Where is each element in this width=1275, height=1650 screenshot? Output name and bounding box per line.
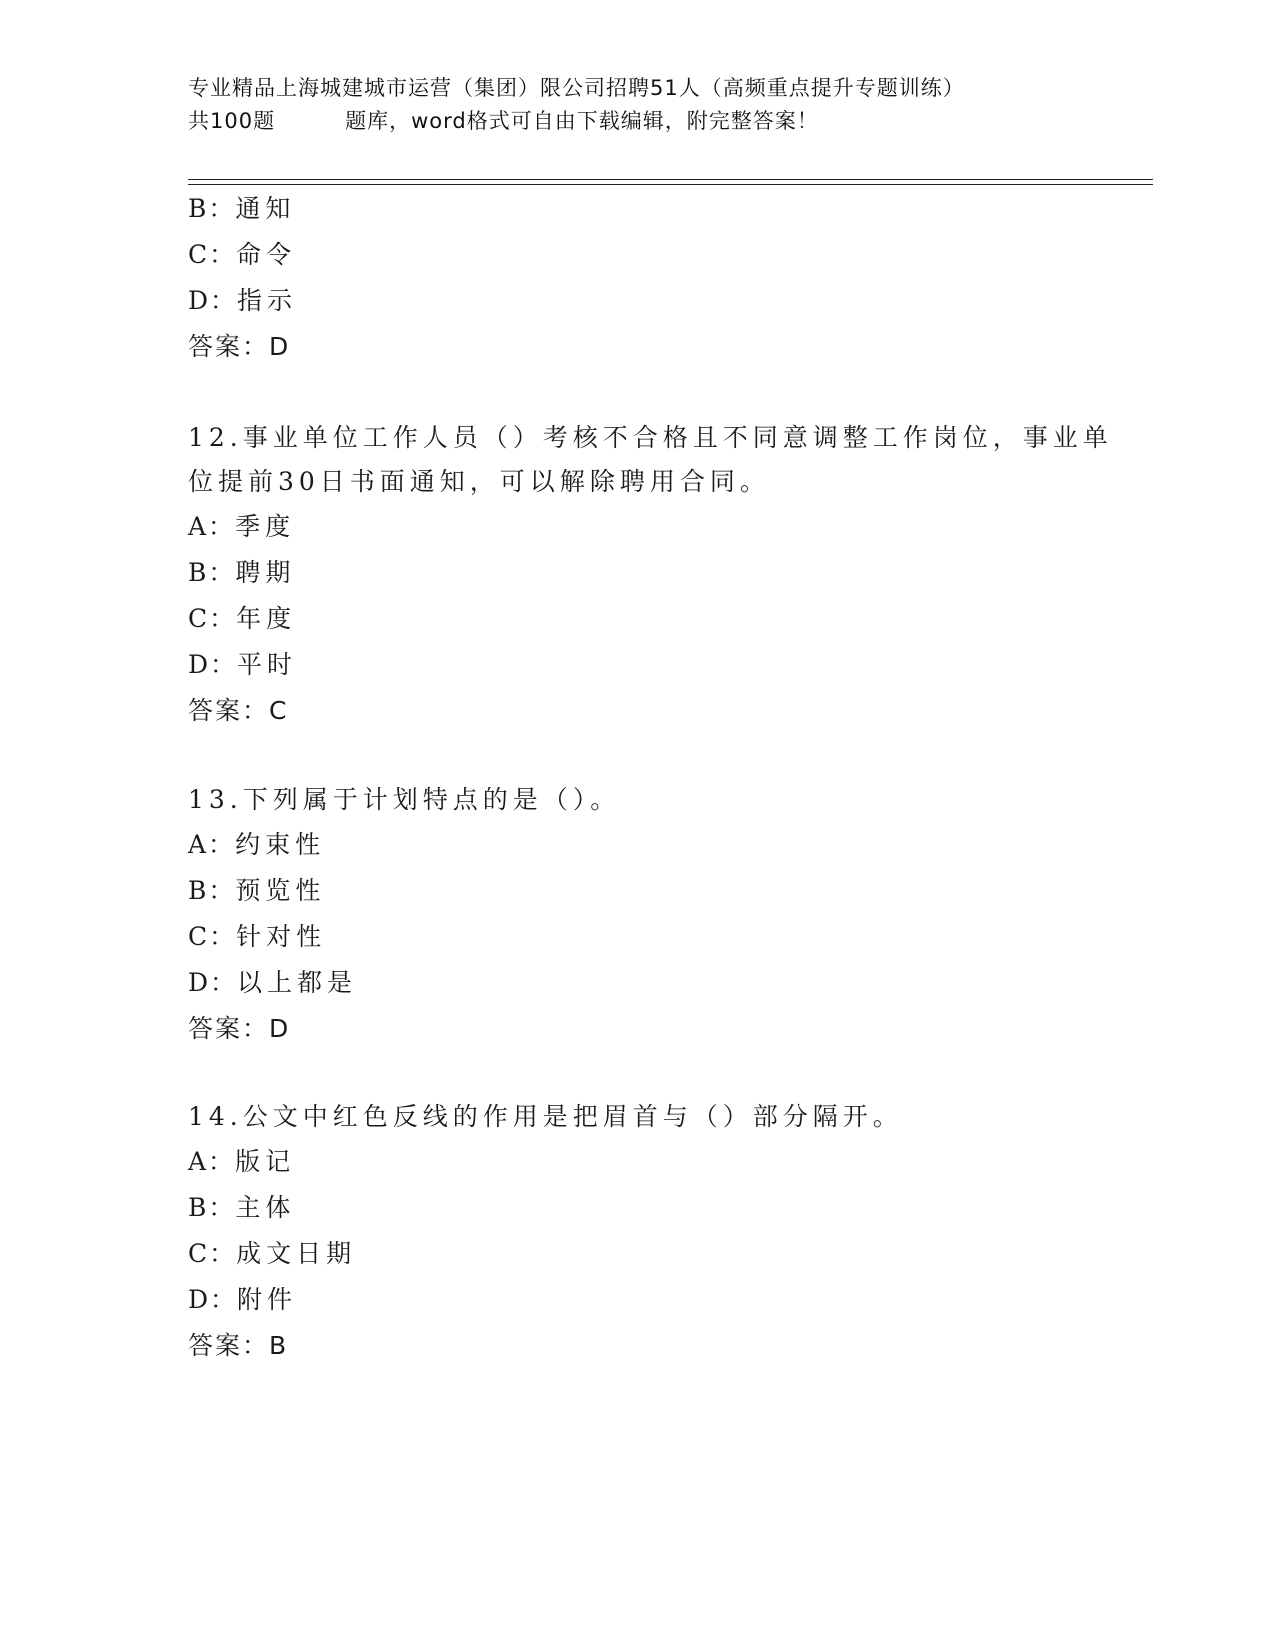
question-12 bbox=[188, 416, 1113, 734]
option-c: C：年度 bbox=[188, 604, 297, 633]
question-11-partial bbox=[188, 186, 1088, 370]
header-title-line2 bbox=[188, 105, 1168, 138]
question-stem-line: 位提前30日书面通知，可以解除聘用合同。 bbox=[188, 467, 770, 496]
question-14 bbox=[188, 1095, 1088, 1369]
option-b: B：预览性 bbox=[188, 876, 326, 905]
option-a: A：约束性 bbox=[188, 830, 326, 859]
option-d: D：指示 bbox=[188, 286, 298, 315]
header-question-count: 共100题 bbox=[188, 109, 276, 133]
question-13 bbox=[188, 778, 1088, 1052]
answer-line: 答案：B bbox=[188, 1331, 289, 1360]
answer-line: 答案：C bbox=[188, 696, 289, 725]
option-c: C：命令 bbox=[188, 240, 297, 269]
option-d: D：附件 bbox=[188, 1285, 298, 1314]
page-header bbox=[188, 72, 1168, 138]
header-title-line1: 专业精品上海城建城市运营（集团）限公司招聘51人（高频重点提升专题训练） bbox=[188, 76, 965, 100]
option-a: A：版记 bbox=[188, 1147, 296, 1176]
answer-line: 答案：D bbox=[188, 1014, 291, 1043]
option-b: B：通知 bbox=[188, 194, 296, 223]
option-a: A：季度 bbox=[188, 512, 296, 541]
question-stem-line: 14.公文中红色反线的作用是把眉首与（）部分隔开。 bbox=[188, 1102, 903, 1131]
option-d: D：平时 bbox=[188, 650, 298, 679]
answer-line: 答案：D bbox=[188, 332, 291, 361]
option-b: B：主体 bbox=[188, 1193, 296, 1222]
header-description: 题库，word格式可自由下载编辑，附完整答案！ bbox=[345, 109, 819, 133]
option-c: C：针对性 bbox=[188, 922, 327, 951]
header-divider-bottom bbox=[188, 184, 1153, 185]
question-stem-line: 12.事业单位工作人员（）考核不合格且不同意调整工作岗位，事业单 bbox=[188, 423, 1113, 452]
option-b: B：聘期 bbox=[188, 558, 296, 587]
option-c: C：成文日期 bbox=[188, 1239, 357, 1268]
question-stem-line: 13.下列属于计划特点的是（）。 bbox=[188, 785, 621, 814]
header-divider-top bbox=[188, 179, 1153, 180]
option-d: D：以上都是 bbox=[188, 968, 358, 997]
